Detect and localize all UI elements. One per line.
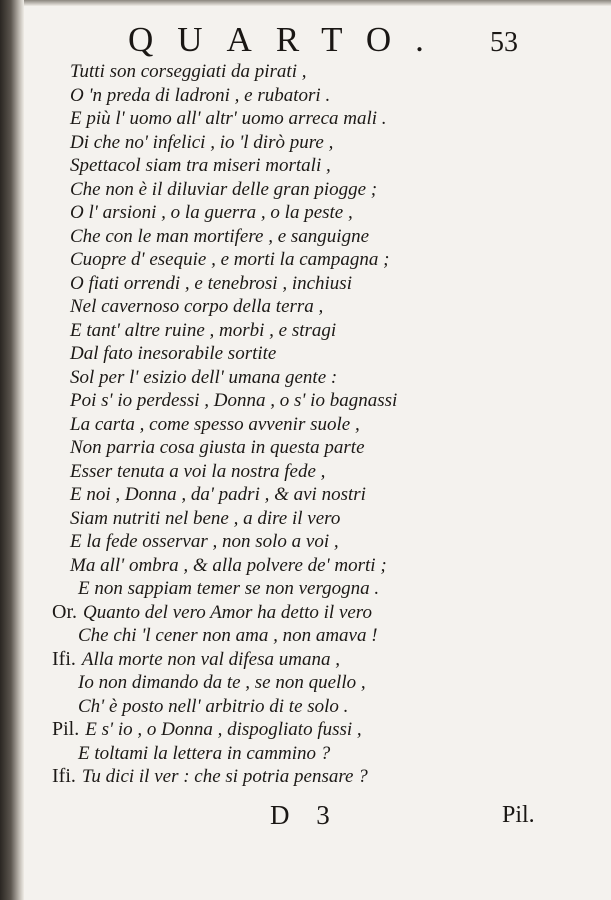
verse-text: Che non è il diluviar delle gran piogge ; xyxy=(70,178,378,200)
verse-text: Cuopre d' esequie , e morti la campagna ; xyxy=(70,249,390,270)
verse-text: O fiati orrendi , e tenebrosi , inchiusi xyxy=(70,272,352,294)
verse-text: Non parria cosa giusta in questa parte xyxy=(70,437,365,458)
verse-text: Siam nutriti nel bene , a dire il vero xyxy=(70,507,341,529)
verse-text: Alla morte non val difesa umana , xyxy=(81,648,340,670)
verse-text: Nel cavernoso corpo della terra , xyxy=(70,296,324,317)
page-footer xyxy=(0,800,611,840)
verse-text: Dal fato inesorabile sortite xyxy=(70,343,277,364)
verse-text: E noi , Donna , da' padri , & avi nostri xyxy=(70,484,366,505)
page-top-edge xyxy=(24,0,611,6)
verse-line xyxy=(52,131,572,155)
verse-line xyxy=(52,554,572,578)
verse-line xyxy=(52,624,572,648)
verse-text: Tutti son corseggiati da pirati , xyxy=(70,61,307,82)
speaker-label: Ifi. xyxy=(52,647,76,670)
signature-mark: D 3 xyxy=(270,800,340,830)
verse-line xyxy=(52,342,572,366)
verse-text: O l' arsioni , o la guerra , o la peste , xyxy=(70,202,353,223)
verse-text: Che con le man mortifere , e sanguigne xyxy=(70,225,370,247)
verse-text: E toltami la lettera in cammino ? xyxy=(78,742,331,764)
verse-line xyxy=(52,319,572,343)
verse-line xyxy=(52,225,572,249)
verse-text: Esser tenuta a voi la nostra fede , xyxy=(70,460,326,482)
verse-line xyxy=(52,671,572,695)
verse-block xyxy=(52,60,572,789)
book-binding-gutter xyxy=(0,0,24,900)
verse-line xyxy=(52,84,572,108)
verse-line xyxy=(52,366,572,390)
verse-line xyxy=(52,60,572,84)
verse-text: Di che no' infelici , io 'l dirò pure , xyxy=(70,131,334,153)
verse-text: Quanto del vero Amor ha detto il vero xyxy=(83,601,372,623)
speaker-line xyxy=(52,765,572,789)
speaker-line xyxy=(52,601,572,625)
speaker-label: Pil. xyxy=(52,718,80,740)
verse-line xyxy=(52,154,572,178)
speaker-label: Ifi. xyxy=(52,765,76,787)
verse-line xyxy=(52,530,572,554)
verse-line xyxy=(52,460,572,484)
verse-text: Spettacol siam tra miseri mortali , xyxy=(70,155,331,176)
verse-text: Che chi 'l cener non ama , non amava ! xyxy=(78,625,378,646)
verse-line xyxy=(52,742,572,766)
verse-line xyxy=(52,436,572,460)
verse-line xyxy=(52,178,572,202)
catchword: Pil. xyxy=(502,802,535,828)
verse-line xyxy=(52,507,572,531)
verse-line xyxy=(52,695,572,719)
verse-line xyxy=(52,483,572,507)
verse-line xyxy=(52,201,572,225)
verse-text: Sol per l' esizio dell' umana gente : xyxy=(70,366,338,388)
verse-line xyxy=(52,577,572,601)
speaker-label: Or. xyxy=(52,600,77,623)
verse-text: Io non dimando da te , se non quello , xyxy=(78,672,366,693)
verse-line xyxy=(52,248,572,272)
verse-text: Tu dici il ver : che si potria pensare ? xyxy=(81,766,368,787)
verse-text: E tant' altre ruine , morbi , e stragi xyxy=(70,319,337,341)
verse-text: O 'n preda di ladroni , e rubatori . xyxy=(70,84,331,106)
verse-text: E la fede osservar , non solo a voi , xyxy=(70,531,339,552)
speaker-line xyxy=(52,718,572,742)
verse-text: Poi s' io perdessi , Donna , o s' io bagnassi xyxy=(70,390,398,411)
verse-text: E s' io , o Donna , dispogliato fussi , xyxy=(85,719,362,740)
verse-text: Ma all' ombra , & alla polvere de' morti ; xyxy=(70,554,387,576)
verse-line xyxy=(52,272,572,296)
verse-line xyxy=(52,389,572,413)
page-number: 53 xyxy=(490,27,518,58)
verse-text: Ch' è posto nell' arbitrio di te solo . xyxy=(78,695,349,717)
verse-text: E non sappiam temer se non vergogna . xyxy=(78,578,380,599)
verse-text: E più l' uomo all' altr' uomo arreca mali . xyxy=(70,108,387,129)
verse-line xyxy=(52,413,572,437)
verse-line xyxy=(52,107,572,131)
verse-line xyxy=(52,295,572,319)
verse-text: La carta , come spesso avvenir suole , xyxy=(70,413,360,435)
running-title: QUARTO. xyxy=(128,20,448,59)
speaker-line xyxy=(52,648,572,672)
